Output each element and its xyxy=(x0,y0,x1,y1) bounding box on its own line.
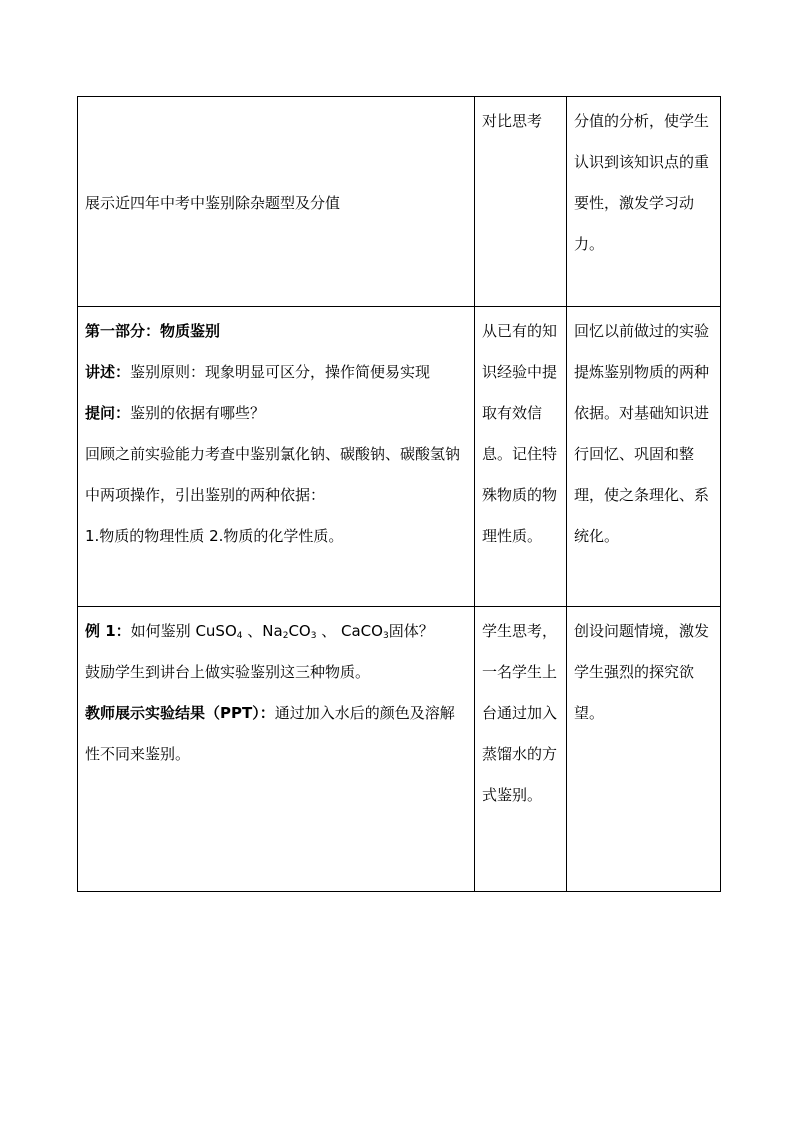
table-row xyxy=(78,607,721,892)
review-paragraph: 回顾之前实验能力考查中鉴别氯化钠、碳酸钠、碳酸氢钠中两项操作，引出鉴别的两种依据： xyxy=(85,445,461,504)
teacher-result-paragraph xyxy=(85,693,467,775)
formula-na2co3: $Na_2CO_3$ xyxy=(262,622,317,641)
cell-text: 回忆以前做过的实验提炼鉴别物质的两种依据。对基础知识进行回忆、巩固和整理，使之条理化、系统化。 xyxy=(574,322,710,545)
teacher-result-text: 通过加入水后的颜色及溶解性不同来鉴别。 xyxy=(85,704,455,763)
teacher-activity-cell xyxy=(78,97,475,307)
formula-caco3: CaCO$_3$ xyxy=(341,622,389,641)
design-intent-cell xyxy=(567,307,721,607)
design-intent-cell xyxy=(567,97,721,307)
teacher-activity-cell xyxy=(78,307,475,607)
example-prefix: 如何鉴别 xyxy=(130,622,196,640)
example-suffix: 固体？ xyxy=(388,622,434,640)
cell-text: 创设问题情境，激发学生强烈的探究欲望。 xyxy=(574,622,710,722)
cell-text: 对比思考 xyxy=(482,112,543,130)
table-row xyxy=(78,97,721,307)
separator: 、 xyxy=(316,622,341,640)
lecture-paragraph xyxy=(85,352,467,393)
teacher-activity-cell xyxy=(78,607,475,892)
lecture-text: 鉴别原则：现象明显可区分，操作简便易实现 xyxy=(130,363,431,381)
student-activity-cell xyxy=(475,307,567,607)
teacher-result-label: 教师展示实验结果（PPT）： xyxy=(85,704,275,722)
example-label: 例 1： xyxy=(85,622,131,640)
separator: 、 xyxy=(242,622,263,640)
cell-text: 分值的分析，使学生认识到该知识点的重要性，激发学习动力。 xyxy=(574,112,710,253)
cell-text: 从已有的知识经验中提取有效信息。记住特殊物质的物理性质。 xyxy=(482,322,558,545)
formula-cuso4: CuSO$_4$ xyxy=(195,622,243,641)
student-activity-cell xyxy=(475,607,567,892)
design-intent-cell xyxy=(567,607,721,892)
question-paragraph xyxy=(85,393,467,434)
encourage-paragraph: 鼓励学生到讲台上做实验鉴别这三种物质。 xyxy=(85,663,371,681)
example-question xyxy=(85,611,467,652)
bases-paragraph: 1.物质的物理性质 2.物质的化学性质。 xyxy=(85,527,344,545)
table-row xyxy=(78,307,721,607)
section-heading: 第一部分：物质鉴别 xyxy=(85,322,221,340)
lecture-label: 讲述： xyxy=(85,363,131,381)
student-activity-cell xyxy=(475,97,567,307)
cell-text: 展示近四年中考中鉴别除杂题型及分值 xyxy=(85,194,341,212)
question-text: 鉴别的依据有哪些？ xyxy=(130,404,266,422)
cell-text: 学生思考，一名学生上台通过加入蒸馏水的方式鉴别。 xyxy=(482,622,558,804)
lesson-plan-table xyxy=(77,96,721,892)
question-label: 提问： xyxy=(85,404,131,422)
